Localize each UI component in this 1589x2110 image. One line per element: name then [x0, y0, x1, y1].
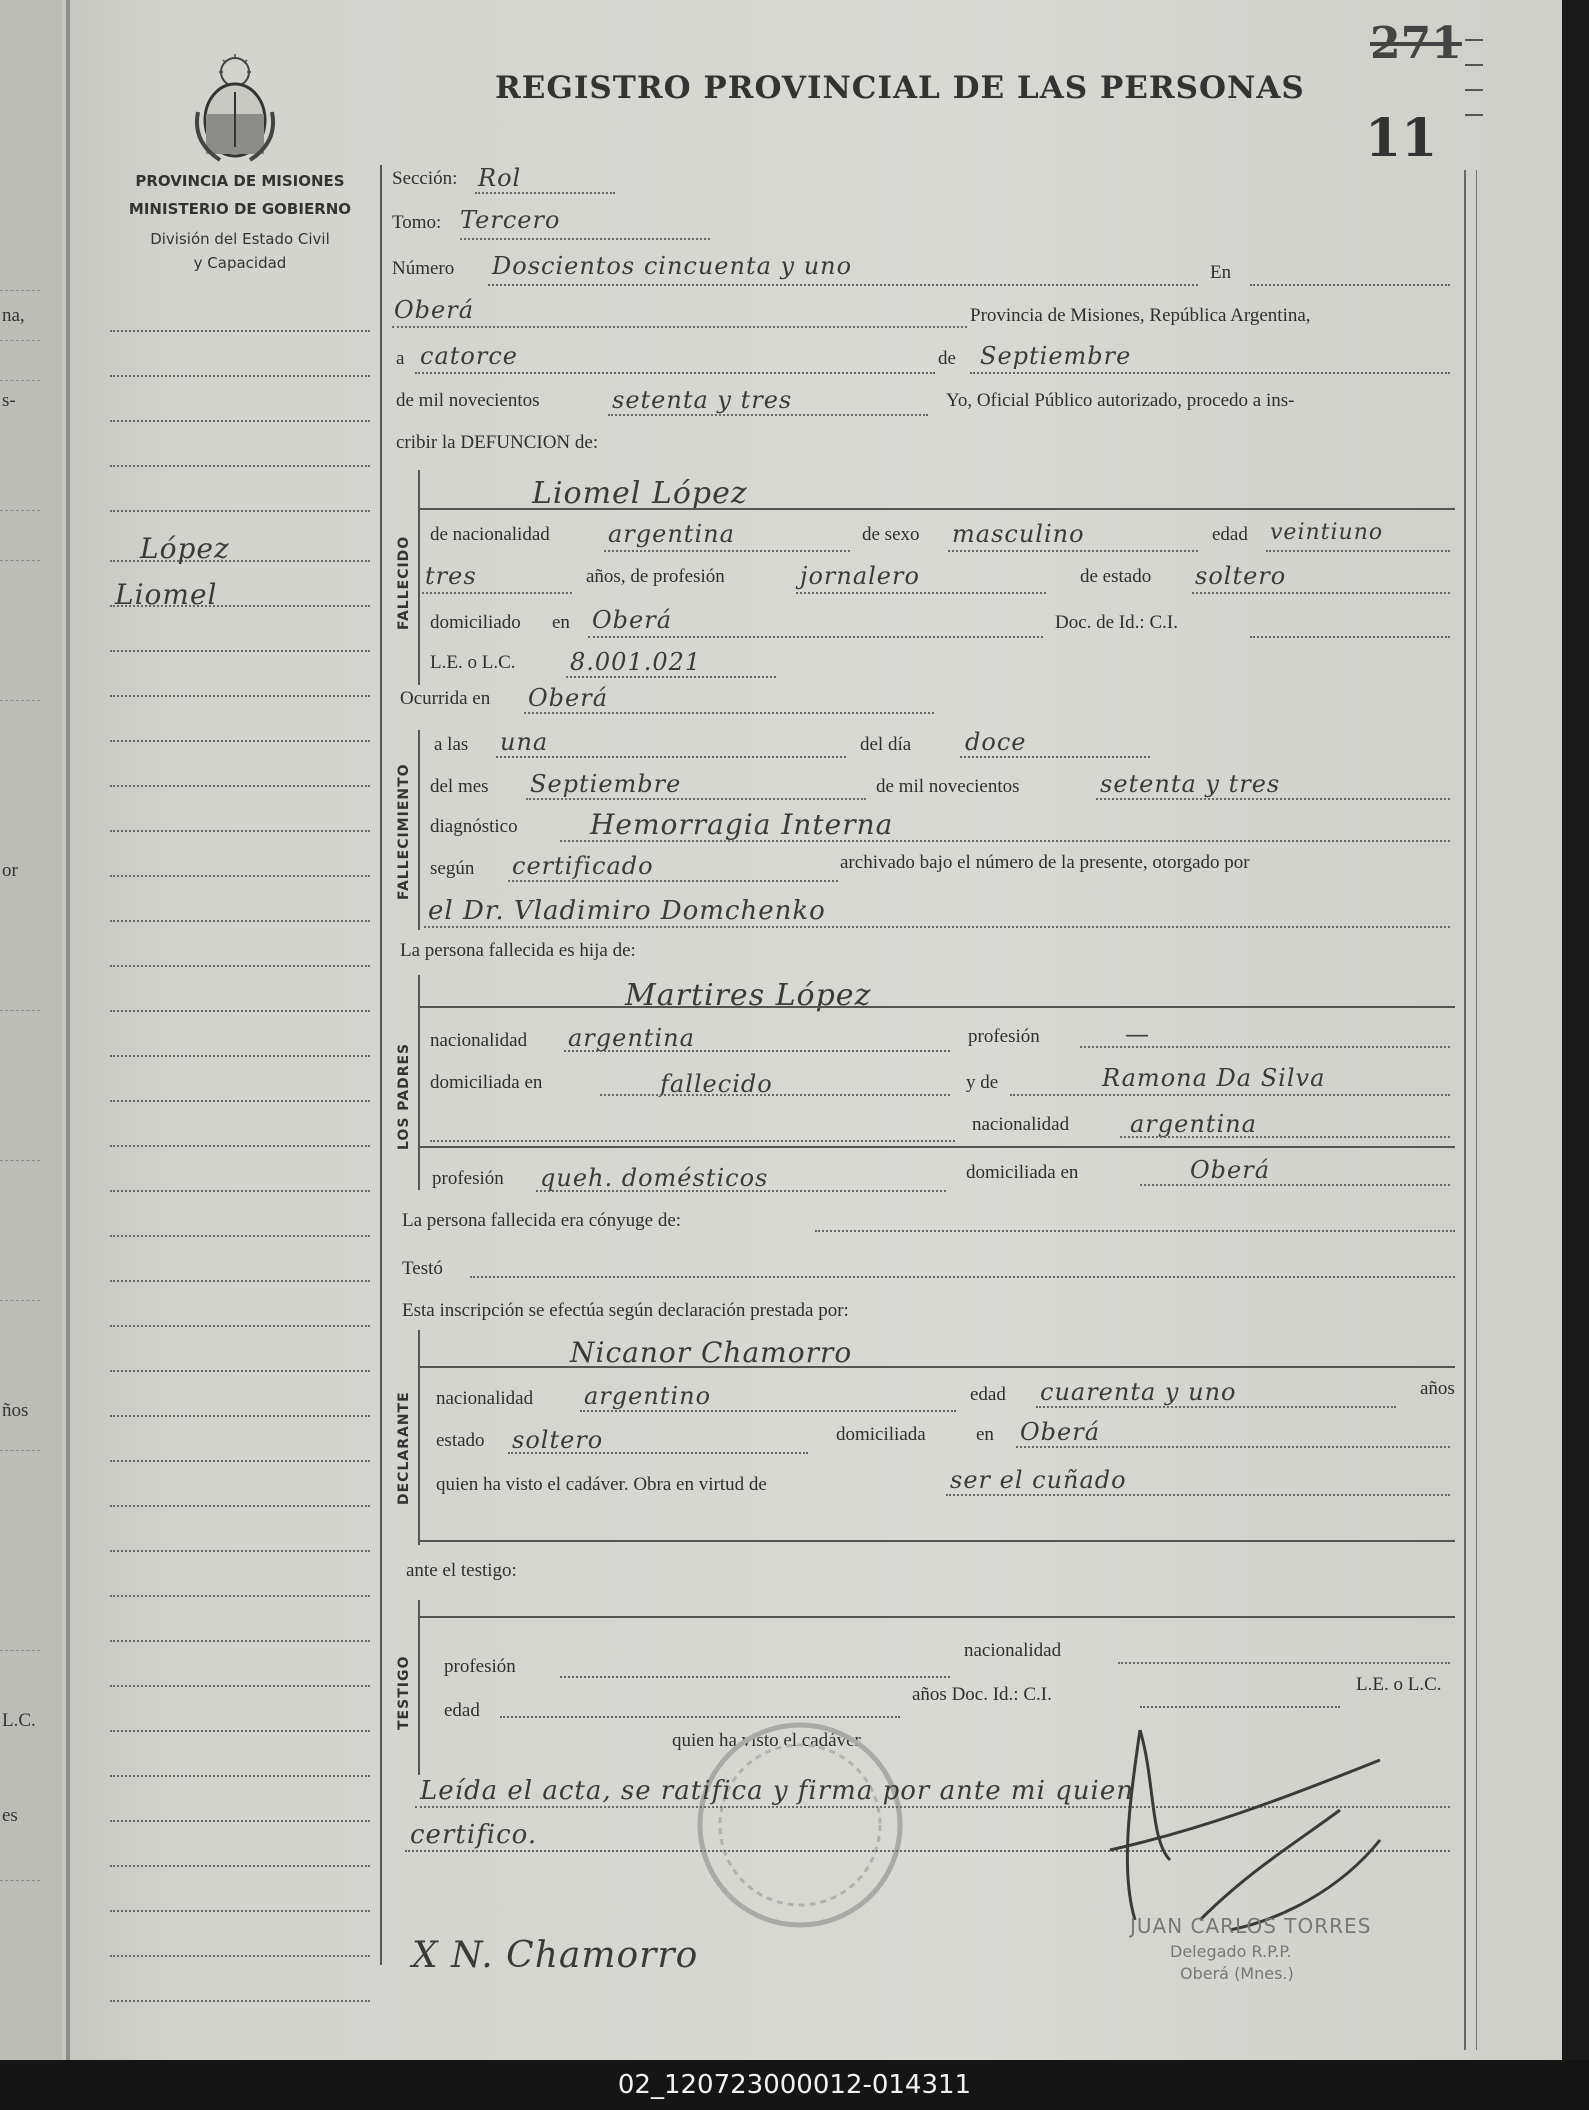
- numero-value: Doscientos cincuenta y uno: [492, 252, 853, 280]
- ocurrida-value: Oberá: [528, 684, 609, 712]
- padre-nac-value: argentina: [568, 1024, 695, 1052]
- estado-value: soltero: [1195, 562, 1287, 590]
- left-fragment: s-: [2, 390, 16, 411]
- padre-dom-label: domiciliada en: [430, 1072, 543, 1093]
- madre-prof-label: profesión: [432, 1168, 504, 1189]
- seccion-label: Sección:: [392, 168, 458, 189]
- footer-filename: 02_120723000012-014311: [617, 2070, 972, 2100]
- stamp-place: Oberá (Mnes.): [1180, 1964, 1294, 1983]
- section-declarante: DECLARANTE: [396, 1391, 412, 1505]
- padre-prof-value: —: [1125, 1020, 1150, 1048]
- diagnostico-value: Hemorragia Interna: [590, 808, 894, 841]
- section-fallecimiento: FALLECIMIENTO: [396, 763, 412, 900]
- decl-nac-value: argentino: [584, 1382, 712, 1410]
- ocurrida-label: Ocurrida en: [400, 688, 491, 709]
- madre-nac-value: argentina: [1130, 1110, 1257, 1138]
- stamp-name: JUAN CARLOS TORRES: [1130, 1914, 1372, 1938]
- left-page-edge: [0, 0, 62, 2060]
- inscripcion-label: Esta inscripción se efectúa según declaración prestada por:: [402, 1300, 849, 1321]
- diagnostico-label: diagnóstico: [430, 816, 518, 837]
- margin-note-surname: López: [140, 532, 230, 565]
- de-label: de: [938, 348, 956, 369]
- section-testigo: TESTIGO: [396, 1655, 412, 1730]
- padre-prof-label: profesión: [968, 1026, 1040, 1047]
- coat-of-arms-icon: [190, 52, 280, 170]
- seal-stamp-icon: [690, 1715, 910, 1935]
- page-tab-marks: [1465, 30, 1485, 130]
- section-fallecido: FALLECIDO: [396, 535, 412, 630]
- anio-value: setenta y tres: [612, 386, 793, 414]
- anio-f-value: setenta y tres: [1100, 770, 1281, 798]
- decl-nac-label: nacionalidad: [436, 1388, 534, 1409]
- madre-dom-label: domiciliada en: [966, 1162, 1079, 1183]
- page-right-border: [1464, 170, 1466, 2050]
- decl-dom-en-label: en: [976, 1424, 994, 1445]
- page-right-border-inner: [1476, 170, 1477, 2050]
- padre-dom-value: fallecido: [660, 1070, 773, 1098]
- decl-dom-label: domiciliada: [836, 1424, 926, 1445]
- edad-label: edad: [1212, 524, 1248, 545]
- padre-name: Martires López: [625, 978, 872, 1013]
- nacionalidad-label: de nacionalidad: [430, 524, 550, 545]
- de-mil-label: de mil novecientos: [396, 390, 540, 411]
- testigo-visto-label: quien ha visto el cadáver: [672, 1730, 861, 1751]
- le-lc-label: L.E. o L.C.: [430, 652, 516, 673]
- declarante-bracket: [418, 1330, 420, 1545]
- madre-prof-value: queh. domésticos: [540, 1164, 769, 1192]
- header-division: División del Estado Civil: [150, 230, 330, 248]
- deceased-name: Liomel López: [532, 476, 748, 511]
- margin-note-name: Liomel: [115, 578, 218, 611]
- header-capacity: y Capacidad: [193, 254, 287, 272]
- decl-edad-label: edad: [970, 1384, 1006, 1405]
- page-title: REGISTRO PROVINCIAL DE LAS PERSONAS: [495, 70, 1305, 106]
- decl-dom-value: Oberá: [1020, 1418, 1101, 1446]
- en-label: En: [1210, 262, 1232, 283]
- testigo-edad-label: edad: [444, 1700, 480, 1721]
- domiciliado-label: domiciliado: [430, 612, 521, 633]
- decl-virtud-value: ser el cuñado: [950, 1466, 1127, 1494]
- left-fragment: L.C.: [2, 1710, 36, 1731]
- domicilio-value: Oberá: [592, 606, 673, 634]
- decl-edad-value: cuarenta y uno: [1040, 1378, 1237, 1406]
- tomo-value: Tercero: [460, 206, 561, 234]
- madre-nac-label: nacionalidad: [972, 1114, 1070, 1135]
- footer-bar: [0, 2060, 1589, 2110]
- dia-value: catorce: [420, 342, 518, 370]
- del-mes-label: del mes: [430, 776, 489, 797]
- testigo-anos-doc-label: años Doc. Id.: C.I.: [912, 1684, 1052, 1705]
- conyuge-label: La persona fallecida era cónyuge de:: [402, 1210, 682, 1231]
- seccion-value: Rol: [478, 164, 522, 192]
- ante-label: ante el testigo:: [406, 1560, 517, 1581]
- tomo-label: Tomo:: [392, 212, 442, 233]
- book-spine: [66, 0, 70, 2060]
- cribir-label: cribir la DEFUNCION de:: [396, 432, 599, 453]
- header-ministry: MINISTERIO DE GOBIERNO: [128, 200, 352, 218]
- closing-note-line-2: certifico.: [410, 1820, 538, 1850]
- closing-note-line-1: Leída el acta, se ratifica y firma por ante mi quien: [420, 1776, 1134, 1806]
- testigo-bracket: [418, 1600, 420, 1775]
- page-number: 11: [1365, 108, 1438, 169]
- decl-anos-label: años: [1420, 1378, 1455, 1399]
- padre-nac-label: nacionalidad: [430, 1030, 528, 1051]
- dia-f-value: doce: [965, 728, 1027, 756]
- testigo-prof-label: profesión: [444, 1656, 516, 1677]
- mes-f-value: Septiembre: [530, 770, 682, 798]
- archivado-label: archivado bajo el número de la presente, otorgado por: [840, 852, 1250, 873]
- del-dia-label: del día: [860, 734, 912, 755]
- madre-name: Ramona Da Silva: [1102, 1064, 1326, 1092]
- sexo-label: de sexo: [862, 524, 920, 545]
- a-label: a: [396, 348, 405, 369]
- declarante-signature: X N. Chamorro: [412, 1935, 699, 1976]
- segun-label: según: [430, 858, 475, 879]
- fallecimiento-bracket: [418, 730, 420, 930]
- left-fragment: na,: [2, 305, 25, 326]
- provincia-label: Provincia de Misiones, República Argentina,: [970, 305, 1311, 326]
- left-fragment: es: [2, 1805, 18, 1826]
- doc-id-label: Doc. de Id.: C.I.: [1055, 612, 1178, 633]
- decl-estado-label: estado: [436, 1430, 485, 1451]
- sexo-value: masculino: [952, 520, 1085, 548]
- record-stamp-number: 271: [1370, 18, 1462, 69]
- y-de-label: y de: [966, 1072, 999, 1093]
- oficial-label: Yo, Oficial Público autorizado, procedo a ins-: [946, 390, 1295, 411]
- nacionalidad-value: argentina: [608, 520, 735, 548]
- left-fragment: ños: [2, 1400, 29, 1421]
- stamp-title: Delegado R.P.P.: [1170, 1942, 1292, 1961]
- mes-value: Septiembre: [980, 342, 1132, 370]
- left-fragment: or: [2, 860, 18, 881]
- hija-label: La persona fallecida es hija de:: [400, 940, 636, 961]
- testigo-nac-label: nacionalidad: [964, 1640, 1062, 1661]
- profesion-value: jornalero: [800, 562, 920, 590]
- medico-value: el Dr. Vladimiro Domchenko: [428, 896, 826, 926]
- decl-visto-label: quien ha visto el cadáver. Obra en virtud de: [436, 1474, 767, 1495]
- le-value: 8.001.021: [570, 648, 702, 676]
- testo-label: Testó: [402, 1258, 443, 1279]
- section-padres: LOS PADRES: [396, 1042, 412, 1150]
- fallecido-bracket: [418, 470, 420, 685]
- madre-dom-value: Oberá: [1190, 1156, 1271, 1184]
- segun-value: certificado: [512, 852, 654, 880]
- edad-value-1: veintiuno: [1270, 520, 1384, 545]
- hora-value: una: [500, 728, 549, 756]
- testigo-le-label: L.E. o L.C.: [1356, 1674, 1442, 1695]
- header-province: PROVINCIA DE MISIONES: [135, 172, 345, 190]
- edad-value-2: tres: [425, 562, 477, 590]
- domiciliado-en-label: en: [552, 612, 570, 633]
- en-value: Oberá: [394, 296, 475, 324]
- a-las-label: a las: [434, 734, 469, 755]
- estado-label: de estado: [1080, 566, 1152, 587]
- anos-profesion-label: años, de profesión: [586, 566, 725, 587]
- numero-label: Número: [392, 258, 455, 279]
- decl-estado-value: soltero: [512, 1426, 604, 1454]
- declarante-name: Nicanor Chamorro: [570, 1336, 853, 1369]
- de-mil2-label: de mil novecientos: [876, 776, 1020, 797]
- column-divider: [380, 165, 382, 1965]
